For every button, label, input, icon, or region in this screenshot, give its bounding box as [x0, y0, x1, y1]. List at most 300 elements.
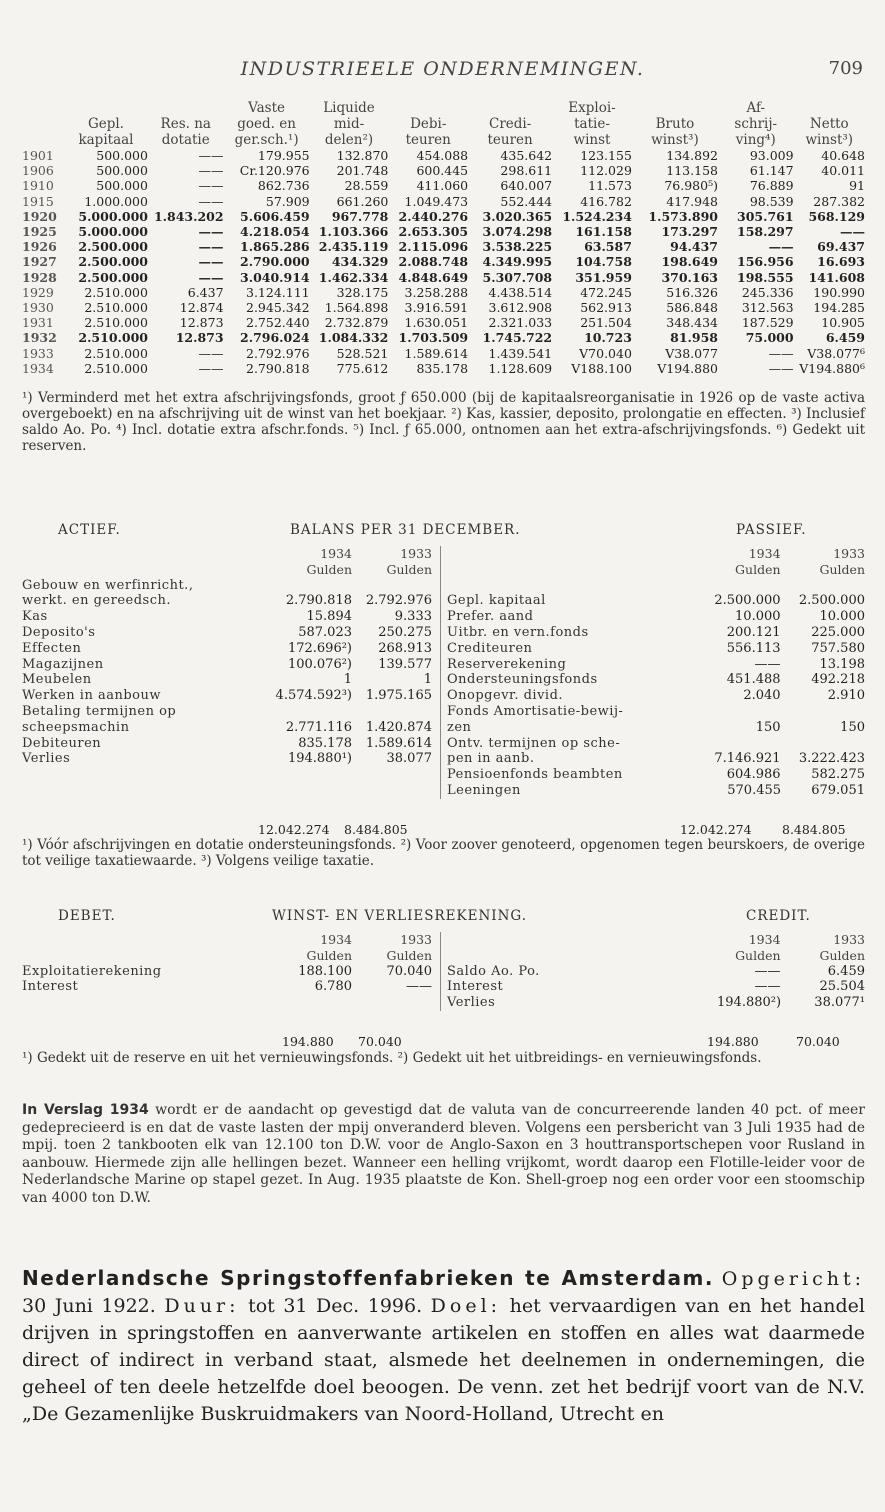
amount-cell: [781, 704, 865, 720]
value-cell: 967.778: [331, 208, 389, 224]
column-header: Res. na: [160, 116, 211, 132]
value-cell: 3.020.365: [482, 208, 553, 224]
balans-total-1934-right: 12.042.274: [680, 822, 752, 837]
wv-total-1933-right: 70.040: [796, 1034, 840, 1049]
amount-cell: 556.113: [726, 640, 781, 656]
value-cell: 2.500.000: [78, 239, 148, 255]
value-cell: 69.437: [817, 239, 865, 255]
running-header: [0, 58, 885, 84]
value-cell: 775.612: [336, 360, 389, 376]
value-cell: 91: [849, 178, 865, 194]
value-cell: 2.510.000: [78, 330, 148, 346]
table-row: [22, 704, 432, 720]
balans-total-1934-left: 12.042.274: [258, 822, 330, 837]
value-cell: 298.611: [500, 163, 553, 179]
value-cell: 312.563: [741, 300, 794, 316]
value-cell: ——: [198, 239, 224, 255]
amount-cell: 2.792.976: [365, 593, 432, 609]
value-cell: 4.218.054: [240, 224, 310, 240]
value-cell: 528.521: [336, 345, 389, 361]
value-cell: 98.539: [749, 193, 794, 209]
column-header: Bruto: [655, 116, 695, 132]
table-row: [22, 346, 865, 361]
value-duur: tot 31 Dec. 1996.: [239, 1295, 431, 1317]
table-header-row: [22, 132, 865, 148]
value-cell: 6.437: [187, 284, 224, 300]
value-cell: 411.060: [416, 178, 469, 194]
value-cell: 173.297: [661, 224, 718, 240]
value-cell: 2.500.000: [78, 269, 148, 285]
value-cell: 141.608: [808, 269, 865, 285]
value-cell: 348.434: [666, 315, 718, 331]
verslag-lead: In Verslag 1934: [22, 1102, 149, 1118]
amount-cell: 835.178: [298, 735, 352, 751]
table-header-row: [22, 116, 865, 132]
value-cell: 76.889: [749, 178, 794, 194]
row-label: pen in aanb.: [441, 751, 697, 767]
value-cell: 94.437: [670, 239, 718, 255]
row-label: Crediteuren: [441, 641, 697, 657]
column-header: [632, 100, 718, 116]
year-cell: 1925: [22, 224, 57, 240]
amount-cell: 194.880¹): [287, 751, 352, 767]
passief-heading: PASSIEF.: [736, 522, 807, 538]
value-cell: 76.980⁵): [664, 178, 718, 194]
value-cell: 435.642: [500, 148, 553, 163]
value-cell: 2.945.342: [246, 300, 310, 316]
row-label: Fonds Amortisatie-bewij-: [441, 704, 697, 720]
year-cell: 1933: [22, 345, 54, 361]
value-cell: 2.790.818: [246, 360, 310, 376]
amount-cell: [268, 995, 352, 1011]
value-cell: 10.723: [584, 330, 632, 346]
debet-heading: DEBET.: [58, 908, 116, 924]
table-row: [441, 593, 866, 609]
table-row: [22, 672, 432, 688]
value-cell: 3.538.225: [482, 239, 553, 255]
year-cell: 1920: [22, 208, 57, 224]
amount-cell: 250.275: [378, 624, 432, 640]
amount-cell: 587.023: [298, 624, 352, 640]
value-cell: 661.260: [336, 193, 389, 209]
table-row: [441, 688, 866, 704]
value-cell: 568.129: [808, 208, 865, 224]
column-header: kapitaal: [78, 132, 134, 148]
value-cell: V188.100: [571, 360, 632, 376]
value-cell: V38.077: [665, 345, 718, 361]
year-cell: 1901: [22, 148, 54, 163]
value-cell: 123.155: [580, 148, 632, 163]
value-cell: 2.115.096: [398, 239, 469, 255]
value-cell: 2.510.000: [84, 315, 148, 331]
value-cell: 12.873: [175, 330, 224, 346]
column-header: goed. en: [237, 116, 296, 132]
company-name: Nederlandsche Springstoffenfabrieken te Amsterdam.: [22, 1266, 714, 1290]
page-number: 709: [828, 58, 863, 79]
value-cell: 2.752.440: [246, 315, 310, 331]
table-row: [441, 767, 866, 783]
table-row: [22, 736, 432, 752]
table-row: [22, 178, 865, 193]
year-cell: 1930: [22, 300, 54, 316]
value-cell: 158.297: [737, 224, 794, 240]
amount-cell: 1.589.614: [365, 735, 432, 751]
column-header: schrij-: [734, 116, 778, 132]
value-cell: 12.874: [179, 300, 224, 316]
value-cell: 198.555: [737, 269, 794, 285]
value-cell: 500.000: [96, 163, 148, 179]
column-header: Af-: [746, 100, 766, 116]
amount-cell: 451.488: [726, 672, 781, 688]
amount-cell: [696, 736, 781, 752]
amount-cell: 150: [755, 719, 781, 735]
row-label: Werken in aanbouw: [22, 688, 161, 704]
value-cell: 179.955: [257, 148, 310, 163]
table-row: [441, 720, 866, 736]
table-row: [22, 657, 432, 673]
value-cell: 417.948: [666, 193, 718, 209]
table-row: [22, 254, 865, 269]
value-cell: ——: [198, 193, 224, 209]
value-cell: 370.163: [661, 269, 718, 285]
header-title: INDUSTRIEELE ONDERNEMINGEN.: [240, 58, 645, 80]
table-row: [22, 239, 865, 254]
wv-total-1934-right: 194.880: [707, 1034, 759, 1049]
balans-heading: BALANS PER 31 DECEMBER.: [290, 522, 521, 538]
value-cell: 4.349.995: [482, 254, 553, 270]
value-cell: 201.748: [336, 163, 389, 179]
value-cell: 113.158: [666, 163, 718, 179]
table-row: [22, 995, 432, 1011]
table-row: [22, 315, 865, 330]
amount-cell: 6.459: [827, 963, 865, 979]
value-cell: 2.435.119: [318, 239, 389, 255]
amount-cell: 7.146.921: [714, 751, 781, 767]
amount-cell: 268.913: [378, 640, 432, 656]
column-header: Debi-: [410, 116, 447, 132]
row-label: Ontv. termijnen op sche-: [441, 736, 697, 752]
amount-cell: 4.574.592³): [275, 688, 352, 704]
value-cell: 134.892: [666, 148, 718, 163]
amount-cell: 13.198: [819, 656, 865, 672]
value-cell: 500.000: [96, 148, 148, 163]
column-header: Liquide: [323, 100, 375, 116]
value-cell: 1.630.051: [404, 315, 469, 331]
table-row: [441, 704, 866, 720]
column-header: Gepl.: [87, 116, 124, 132]
amount-cell: ——: [754, 656, 781, 672]
value-cell: 516.326: [666, 284, 718, 300]
amount-cell: 10.000: [735, 609, 781, 625]
amount-cell: 2.500.000: [714, 593, 781, 609]
column-header: [22, 132, 64, 148]
column-header: [388, 100, 468, 116]
table-row: [22, 751, 432, 767]
value-cell: 1.745.722: [482, 330, 553, 346]
value-cell: 1.462.334: [318, 269, 389, 285]
amount-cell: [268, 704, 352, 720]
column-header: [794, 100, 865, 116]
value-opgericht: 30 Juni 1922.: [22, 1295, 165, 1317]
value-cell: 328.175: [336, 284, 389, 300]
amount-cell: 570.455: [727, 782, 782, 798]
value-cell: 562.913: [580, 300, 632, 316]
table-row: [441, 995, 866, 1011]
wv-total-1933-left: 70.040: [358, 1034, 402, 1049]
row-label: Effecten: [22, 640, 82, 656]
value-cell: 3.074.298: [482, 224, 553, 240]
value-cell: V38.077⁶: [807, 345, 865, 361]
amount-cell: 1.975.165: [365, 688, 432, 704]
column-header: [64, 100, 148, 116]
table-row: [441, 964, 866, 980]
amount-cell: 10.000: [819, 609, 865, 625]
value-cell: 5.606.459: [240, 208, 310, 224]
actief-table: 1934 1933 Gulden Gulden Gebouw en werfinricht., werkt. en gereedsch. 2.790.818 2.792.976 Kas 15.894 9.333 Deposito's 587.023 250.275 Effecten 172.696²) 268.913 Magazijnen 100.076²) 139.577 Meubelen 1 1 Werken in aanbouw 4.574.592³) 1.975.165 Betaling termijnen op scheepsmachin 2.771.116 1.420.874 Debiteuren 835.178 1.589.614 Verlies 194.880¹) 38.077: [22, 546, 432, 767]
amount-cell: 15.894: [306, 609, 352, 625]
value-cell: ——: [198, 148, 224, 163]
column-header: teuren: [405, 132, 451, 148]
amount-cell: [352, 704, 432, 720]
value-cell: 40.011: [821, 163, 865, 179]
amount-cell: 139.577: [378, 656, 432, 672]
year-cell: 1928: [22, 269, 57, 285]
value-cell: 1.865.286: [240, 239, 310, 255]
value-cell: ——: [198, 254, 224, 270]
amount-cell: ——: [754, 963, 781, 979]
value-cell: 2.500.000: [78, 254, 148, 270]
value-cell: 1.049.473: [404, 193, 469, 209]
amount-cell: [781, 736, 865, 752]
table-row: [22, 964, 432, 980]
column-header: Exploi-: [568, 100, 616, 116]
amount-cell: 225.000: [811, 624, 865, 640]
table-row: [22, 209, 865, 224]
amount-cell: 757.580: [811, 640, 865, 656]
amount-cell: [352, 578, 432, 594]
column-header: Credi-: [488, 116, 532, 132]
value-cell: 586.848: [666, 300, 718, 316]
amount-cell: 2.771.116: [285, 719, 352, 735]
balans-total-1933-right: 8.484.805: [782, 822, 846, 837]
company-entry: [22, 1265, 865, 1428]
table-row: [22, 625, 432, 641]
value-cell: 75.000: [745, 330, 794, 346]
value-cell: 862.736: [257, 178, 310, 194]
wv-footnotes: ¹) Gedekt uit de reserve en uit het vernieuwingsfonds. ²) Gedekt uit het uitbreidings- en vernieuwingsfonds.: [22, 1050, 762, 1066]
value-cell: 3.258.288: [404, 284, 469, 300]
value-cell: Cr.120.976: [239, 163, 310, 179]
credit-heading: CREDIT.: [746, 908, 811, 924]
value-cell: 1.000.000: [84, 193, 148, 209]
wv-heading: WINST- EN VERLIESREKENING.: [272, 908, 528, 924]
amount-cell: 1: [423, 672, 432, 688]
amount-cell: [781, 578, 865, 594]
column-header: Vaste: [248, 100, 286, 116]
row-label: Gebouw en werfinricht.,: [22, 577, 194, 593]
value-cell: 2.510.000: [84, 284, 148, 300]
year-cell: 1910: [22, 178, 54, 194]
value-cell: 3.124.111: [246, 284, 310, 300]
row-label: Reserverekening: [441, 657, 697, 673]
row-label: werkt. en gereedsch.: [22, 593, 171, 609]
row-label: Verlies: [441, 995, 697, 1011]
amount-cell: 2.910: [827, 688, 865, 704]
value-cell: 93.009: [749, 148, 794, 163]
row-label: Uitbr. en vern.fonds: [441, 625, 697, 641]
column-header: winst³): [651, 132, 699, 148]
amount-cell: 2.040: [743, 688, 781, 704]
value-cell: 1.084.332: [318, 330, 389, 346]
value-cell: ——: [768, 360, 794, 376]
value-cell: 434.329: [331, 254, 389, 270]
value-cell: 4.848.649: [398, 269, 469, 285]
value-cell: V70.040: [579, 345, 632, 361]
row-label: Onopgevr. divid.: [441, 688, 697, 704]
year-cell: 1929: [22, 284, 54, 300]
row-label: Debiteuren: [22, 735, 102, 751]
value-cell: 500.000: [96, 178, 148, 194]
value-cell: 61.147: [749, 163, 794, 179]
value-cell: 640.007: [500, 178, 553, 194]
amount-cell: 38.077: [386, 751, 432, 767]
value-cell: 11.573: [588, 178, 632, 194]
value-cell: ——: [768, 345, 794, 361]
value-cell: 454.088: [416, 148, 469, 163]
table-row: [22, 609, 432, 625]
column-header: [148, 100, 224, 116]
amount-cell: 70.040: [386, 963, 432, 979]
amount-cell: 9.333: [394, 609, 432, 625]
value-cell: ——: [768, 239, 794, 255]
row-label: [22, 995, 268, 1011]
value-cell: 104.758: [575, 254, 632, 270]
amount-cell: 3.222.423: [798, 751, 865, 767]
amount-cell: 194.880²): [717, 995, 782, 1011]
amount-cell: 1: [343, 672, 352, 688]
value-cell: 2.321.033: [488, 315, 553, 331]
year-cell: 1934: [22, 360, 54, 376]
label-opgericht: Opgericht:: [721, 1268, 865, 1290]
value-cell: 245.336: [741, 284, 794, 300]
row-label: scheepsmachin: [22, 719, 130, 735]
amount-cell: ——: [406, 979, 432, 995]
year-cell: 1915: [22, 193, 54, 209]
value-cell: 287.382: [813, 193, 865, 209]
value-cell: 5.000.000: [78, 208, 148, 224]
label-duur: Duur:: [164, 1295, 240, 1317]
value-cell: 112.029: [580, 163, 632, 179]
column-header: Netto: [809, 116, 849, 132]
amount-cell: 6.780: [314, 979, 352, 995]
amount-cell: 1.420.874: [365, 719, 432, 735]
row-label: Magazijnen: [22, 656, 104, 672]
value-cell: 2.510.000: [84, 345, 148, 361]
value-cell: 1.703.509: [398, 330, 469, 346]
column-header: mid-: [333, 116, 365, 132]
column-header: tatie-: [574, 116, 610, 132]
value-cell: 1.564.898: [324, 300, 389, 316]
amount-cell: [696, 578, 781, 594]
table-row: [441, 641, 866, 657]
row-label: Leeningen: [441, 783, 697, 799]
row-label: Meubelen: [22, 672, 92, 688]
value-cell: 198.649: [661, 254, 718, 270]
value-cell: 552.444: [500, 193, 553, 209]
value-cell: 2.440.276: [398, 208, 469, 224]
table-row: [22, 720, 432, 736]
value-cell: ——: [198, 163, 224, 179]
row-label: Exploitatierekening: [22, 963, 162, 979]
column-header: ger.sch.¹): [234, 132, 299, 148]
row-label: Prefer. aand: [441, 609, 697, 625]
actief-heading: ACTIEF.: [58, 522, 121, 538]
row-label: Pensioenfonds beambten: [441, 767, 697, 783]
table-row: [441, 751, 866, 767]
value-cell: 5.307.708: [482, 269, 553, 285]
table-row: [441, 625, 866, 641]
table-row: [22, 285, 865, 300]
row-label: Interest: [22, 979, 79, 995]
column-header: [22, 116, 64, 132]
balans-footnotes: ¹) Vóór afschrijvingen en dotatie ondersteuningsfonds. ²) Voor zoover genoteerd, opgenomen tegen beurskoers, de overige tot veilige taxatiewaarde. ³) Volgens veilige taxatie.: [22, 837, 865, 869]
value-cell: 835.178: [416, 360, 469, 376]
table-row: [441, 783, 866, 799]
row-label: Interest: [441, 979, 697, 995]
table-header-row: [22, 100, 865, 116]
table-row: [22, 361, 865, 376]
table-row: [22, 300, 865, 315]
value-cell: 5.000.000: [78, 224, 148, 240]
year-cell: 1906: [22, 163, 54, 179]
row-label: Kas: [22, 609, 48, 625]
debet-table: 1934 1933 Gulden Gulden Exploitatierekening 188.100 70.040 Interest 6.780 ——: [22, 932, 432, 1011]
value-cell: 57.909: [265, 193, 310, 209]
row-label: Verlies: [22, 751, 71, 767]
value-cell: 472.245: [580, 284, 632, 300]
row-label: [441, 578, 697, 594]
column-header: [468, 100, 552, 116]
table-row: [22, 641, 432, 657]
value-cell: 3.612.908: [488, 300, 553, 316]
value-cell: 28.559: [344, 178, 389, 194]
table-row: [22, 270, 865, 285]
amount-cell: 100.076²): [287, 656, 352, 672]
amount-cell: 679.051: [811, 782, 865, 798]
value-cell: ——: [198, 345, 224, 361]
balans-total-1933-left: 8.484.805: [344, 822, 408, 837]
row-label: Saldo Ao. Po.: [441, 964, 697, 980]
row-label: Betaling termijnen op: [22, 703, 177, 719]
amount-cell: 38.077¹: [814, 995, 865, 1011]
column-header: winst³): [805, 132, 854, 148]
passief-table: 1934 1933 Gulden Gulden Gepl. kapitaal 2.500.000 2.500.000 Prefer. aand 10.000 10.000 Uitbr. en vern.fonds 200.121 225.000 Crediteuren 556.113 757.580 Reserverekening —— 13.198 Ondersteuningsfonds 451.488 492.218 Onopgevr. divid. 2.040 2.910 Fonds Amortisatie-bewij- zen 150 150 Ontv. termijnen op sche- pen in aanb. 7.146.921 3.222.423 Pensioenfonds beambten 604.986 582.275 Leeningen 570.455 679.051: [440, 546, 865, 799]
table-footnotes: ¹) Verminderd met het extra afschrijvingsfonds, groot ƒ 650.000 (bij de kapitaalsreorganisatie in 1926 op de vaste activa overgeboekt) en na afschrijving uit de winst van het boekjaar. ²) Kas, kassier, deposito, prolongatie en effecten. ³) Inclusief saldo Ao. Po. ⁴) Incl. dotatie extra afschr.fonds. ⁵) Incl. ƒ 65.000, ontnomen aan het extra-afschrijvingsfonds. ⁶) Gedekt uit reserven.: [22, 390, 865, 454]
value-cell: 1.589.614: [404, 345, 469, 361]
year-cell: 1931: [22, 315, 54, 331]
value-cell: 600.445: [416, 163, 469, 179]
year-cell: 1926: [22, 239, 57, 255]
row-label: Deposito's: [22, 624, 96, 640]
value-cell: ——: [198, 360, 224, 376]
value-cell: ——: [198, 178, 224, 194]
value-cell: 6.459: [825, 330, 865, 346]
value-cell: 2.510.000: [84, 300, 148, 316]
value-cell: 351.959: [575, 269, 632, 285]
table-row: [22, 593, 432, 609]
column-header: delen²): [324, 132, 374, 148]
table-row: [22, 224, 865, 239]
